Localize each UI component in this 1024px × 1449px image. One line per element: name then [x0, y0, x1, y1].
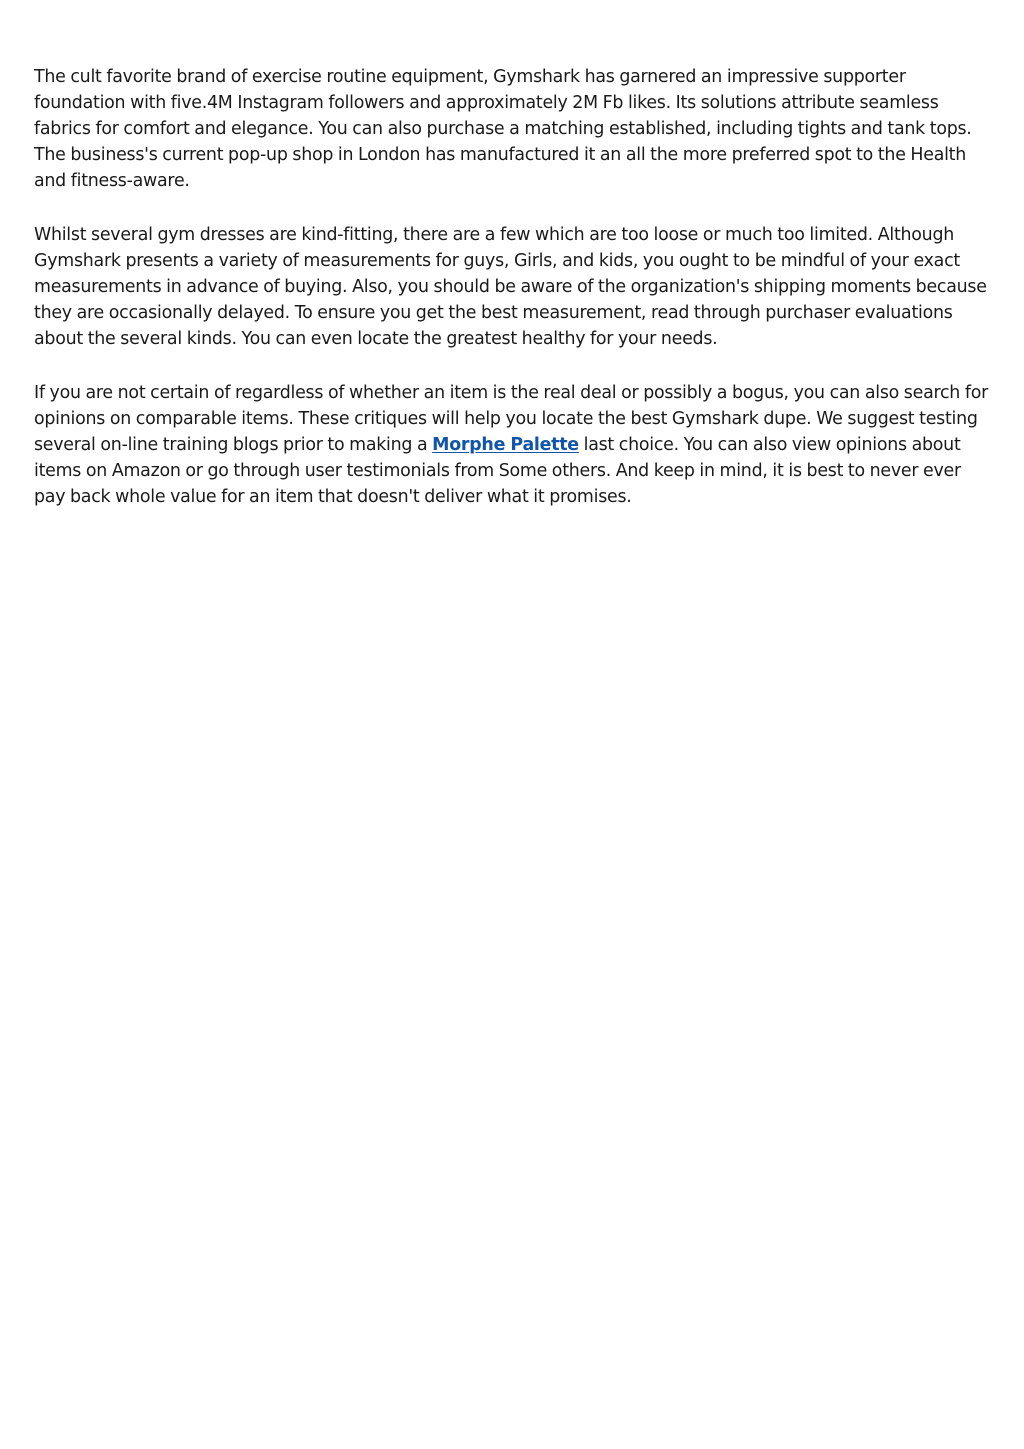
paragraph-3-text-before: If you are not certain of regardless of whether an item is the real deal or possibly a bogus, you can also search for opinions on comparable items. These critiques will help you locate the best Gymshark dupe. We suggest testing several on-line training blogs prior to making a — [34, 383, 989, 455]
morphe-palette-link[interactable]: Morphe Palette — [432, 435, 579, 455]
paragraph-2: Whilst several gym dresses are kind-fitting, there are a few which are too loose or much too limited. Although Gymshark presents a variety of measurements for guys, Girls, and kids, you ought to be mindful of your exact measurements in advance of buying. Also, you should be aware of the organization's shipping moments because they are occasionally delayed. To ensure you get the best measurement, read through purchaser evaluations about the several kinds. You can even locate the greatest healthy for your needs. — [34, 225, 987, 349]
paragraph-3-text-after: last choice. You can also view opinions about items on Amazon or go through user testimonials from Some others. And keep in mind, it is best to never ever pay back whole value for an item that doesn't deliver what it promises. — [34, 435, 961, 507]
paragraph-3 — [34, 380, 994, 510]
paragraph-1: The cult favorite brand of exercise routine equipment, Gymshark has garnered an impressive supporter foundation with five.4M Instagram followers and approximately 2M Fb likes. Its solutions attribute seamless fabrics for comfort and elegance. You can also purchase a matching established, including tights and tank tops. The business's current pop-up shop in London has manufactured it an all the more preferred spot to the Health and fitness-aware. — [34, 67, 972, 191]
document-body — [34, 64, 994, 538]
